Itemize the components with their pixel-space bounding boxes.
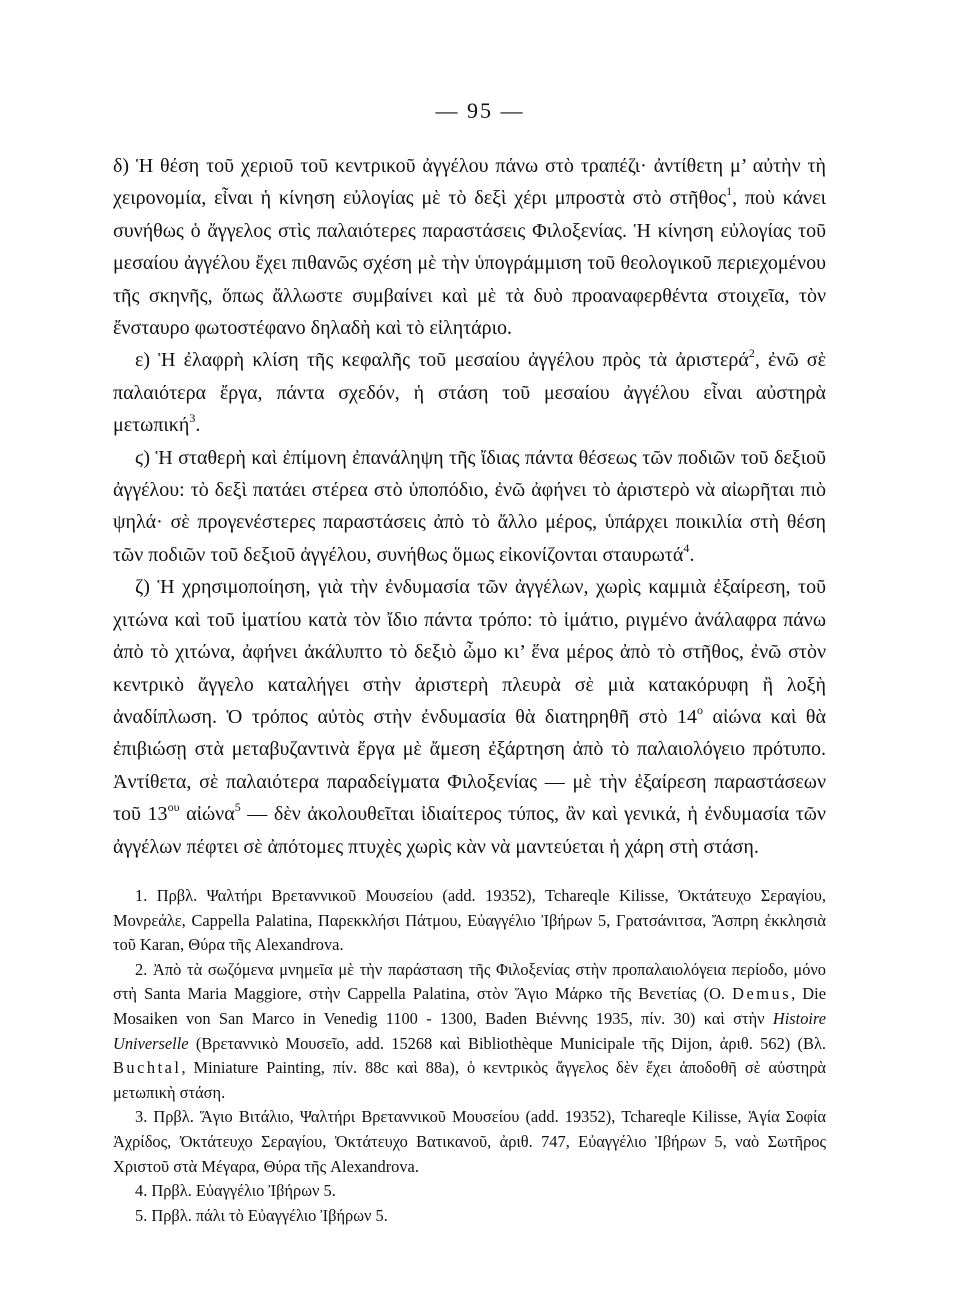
footnote-3: 3. Πρβλ. Ἅγιο Βιτάλιο, Ψαλτήρι Βρεταννικοῦ Μουσείου (add. 19352), Tchareqle Kilisse, Ἁγία Σοφία Ἀχρίδος, Ὀκτάτευχο Σεραγίου, Ὀκτάτευχο Βατικανοῦ, ἀριθ. 747, Εὐαγγέλιο Ἰβήρων 5, ναὸ Σωτῆρος Χριστοῦ στὰ Μέγαρα, Θύρα τῆς Alexandrova. bbox=[113, 1107, 826, 1176]
paragraph-delta-text: δ) Ἡ θέση τοῦ χεριοῦ τοῦ κεντρικοῦ ἀγγέλου πάνω στὸ τραπέζι· ἀντίθετη μ’ αὐτὴν τὴ χειρονομία, εἶναι ἡ κίνηση εὐλογίας μὲ τὸ δεξὶ χέρι μπροστὰ στὸ στῆθος bbox=[113, 155, 826, 210]
note-ref-2: 2 bbox=[748, 346, 755, 361]
paragraph-stigma bbox=[113, 442, 826, 572]
footnote-2-text-cont2: (Βρεταννικὸ Μουσεῖο, add. 15268 καὶ Bibliothèque Municipale τῆς Dijon, ἀριθ. 562) (Βλ. bbox=[188, 1033, 826, 1053]
footnote-2-author-buchtal: Buchtal bbox=[113, 1058, 182, 1078]
paragraph-stigma-text: ϛ) Ἡ σταθερὴ καὶ ἐπίμονη ἐπανάληψη τῆς ἴδιας πάντα θέσεως τῶν ποδιῶν τοῦ δεξιοῦ ἀγγέλου: τὸ δεξὶ πατάει στέρεα στὸ ὑποπόδιο, ἐνῶ ἀφήνει τὸ ἀριστερὸ νὰ αἰωρῆται πιὸ ψηλά· σὲ προγενέστερες παραστάσεις ἀπὸ τὸ ἄλλο μέρος, ὑπάρχει ποικιλία στὴ θέση τῶν ποδιῶν τοῦ δεξιοῦ ἀγγέλου, συνήθως ὅμως εἰκονίζονται σταυρωτά bbox=[113, 446, 826, 566]
footnote-2-author-demus: Demus bbox=[732, 984, 792, 1004]
paragraph-epsilon-text-cont: , ἐνῶ σὲ παλαιότερα ἔργα, πάντα σχεδόν, ἡ στάση τοῦ μεσαίου ἀγγέλου εἶναι αὐστηρὰ μετωπική bbox=[113, 349, 826, 437]
footnote-4: 4. Πρβλ. Εὐαγγέλιο Ἰβήρων 5. bbox=[135, 1181, 336, 1201]
paragraph-delta bbox=[113, 150, 826, 344]
note-ref-5: 5 bbox=[234, 800, 241, 815]
footnote-2 bbox=[113, 958, 826, 1106]
footnote-2-text-cont: , Die Mosaiken von San Marco in Venedig 1100 - 1300, Baden Βιέννης 1935, πίν. 30) καὶ στὴν bbox=[113, 984, 826, 1028]
main-text bbox=[113, 150, 826, 863]
note-ref-3: 3 bbox=[189, 411, 196, 426]
paragraph-zeta-text-cont: αἰώνα καὶ θὰ ἐπιβιώσῃ στὰ μεταβυζαντινὰ ἔργα μὲ ἄμεση ἐξάρτηση ἀπὸ τὸ παλαιολόγειο πρότυπο. Ἀντίθετα, σὲ παλαιότερα παραδείγματα Φιλοξενίας — μὲ τὴν ἐξαίρεση παραστάσεων τοῦ 13 bbox=[113, 705, 826, 826]
footnote-2-text: 2. Ἀπὸ τὰ σωζόμενα μνημεῖα μὲ τὴν παράσταση τῆς Φιλοξενίας στὴν προπαλαιολόγεια περίοδο, μόνο στὴ Santa Maria Maggiore, στὴν Cappella Palatina, στὸν Ἅγιο Μάρκο τῆς Βενετίας (O. bbox=[113, 959, 826, 1004]
footnote-2-title-histoire: Histoire Universelle bbox=[113, 1008, 826, 1053]
note-ref-4: 4 bbox=[683, 540, 690, 555]
paragraph-zeta-word: αἰώνα bbox=[179, 803, 235, 826]
page-number: — 95 — bbox=[435, 98, 525, 123]
paragraph-zeta-end: — δὲν ἀκολουθεῖται ἰδιαίτερος τύπος, ἂν καὶ γενικά, ἡ ἐνδυμασία τῶν ἀγγέλων πέφτει σὲ ἀπότομες πτυχὲς χωρὶς κὰν νὰ μαντεύεται ἡ χάρη στὴ στάση. bbox=[113, 803, 826, 858]
footnote-1: 1. Πρβλ. Ψαλτήρι Βρεταννικοῦ Μουσείου (add. 19352), Tchareqle Kilisse, Ὀκτάτευχο Σεραγίου, Μονρεάλε, Cappella Palatina, Παρεκκλήσι Πάτμου, Εὐαγγέλιο Ἰβήρων 5, Γρατσάνιτσα, Ἄσπρη ἐκκλησιὰ τοῦ Karan, Θύρα τῆς Alexandrova. bbox=[113, 886, 826, 955]
ordinal-suffix-13: ου bbox=[167, 800, 180, 815]
footnote-2-text-end: , Miniature Painting, πίν. 88c καὶ 88a), ὁ κεντρικὸς ἄγγελος δὲν ἔχει ἀποδοθῆ σὲ αὐστηρὰ μετωπικὴ στάση. bbox=[113, 1058, 826, 1102]
paragraph-delta-text-cont: , ποὺ κάνει συνήθως ὁ ἄγγελος στὶς παλαιότερες παραστάσεις Φιλοξενίας. Ἡ κίνηση εὐλογίας τοῦ μεσαίου ἀγγέλου ἔχει πιθανῶς σχέση μὲ τὴν ὑπογράμμιση τοῦ θεολογικοῦ περιεχομένου τῆς σκηνῆς, ὅπως ἄλλωστε συμβαίνει καὶ μὲ τὰ δυὸ προαναφερθέντα στοιχεῖα, τὸν ἔνσταυρο φωτοστέφανο δηλαδὴ καὶ τὸ εἰλητάριο. bbox=[113, 187, 826, 340]
ordinal-suffix-14: ο bbox=[697, 702, 704, 717]
footnote-5: 5. Πρβλ. πάλι τὸ Εὐαγγέλιο Ἰβήρων 5. bbox=[135, 1205, 388, 1225]
paragraph-stigma-end: . bbox=[689, 543, 695, 566]
paragraph-zeta-text: ζ) Ἡ χρησιμοποίηση, γιὰ τὴν ἐνδυμασία τῶν ἀγγέλων, χωρὶς καμμιὰ ἐξαίρεση, τοῦ χιτώνα καὶ τοῦ ἱματίου κατὰ τὸν ἴδιο πάντα τρόπο: τὸ ἱμάτιο, ριγμένο ἀνάλαφρα πάνω ἀπὸ τὸ χιτώνα, ἀφήνει ἀκάλυπτο τὸ δεξιὸ ὦμο κι’ ἕνα μέρος ἀπὸ τὸ στῆθος, ἐνῶ στὸν κεντρικὸ ἄγγελο καταλήγει στὴν ἀριστερὴ πλευρὰ σὲ μιὰ κατακόρυφη ἢ λοξὴ ἀναδίπλωση. Ὁ τρόπος αὐτὸς στὴν ἐνδυμασία θὰ διατηρηθῆ στὸ 14 bbox=[113, 576, 826, 728]
paragraph-epsilon bbox=[113, 344, 826, 441]
footnotes bbox=[113, 884, 826, 1228]
paragraph-epsilon-text: ε) Ἡ ἐλαφρὴ κλίση τῆς κεφαλῆς τοῦ μεσαίου ἀγγέλου πρὸς τὰ ἀριστερά bbox=[135, 349, 749, 372]
note-ref-1: 1 bbox=[726, 184, 733, 199]
paragraph-zeta bbox=[113, 571, 826, 863]
paragraph-epsilon-end: . bbox=[195, 414, 201, 437]
